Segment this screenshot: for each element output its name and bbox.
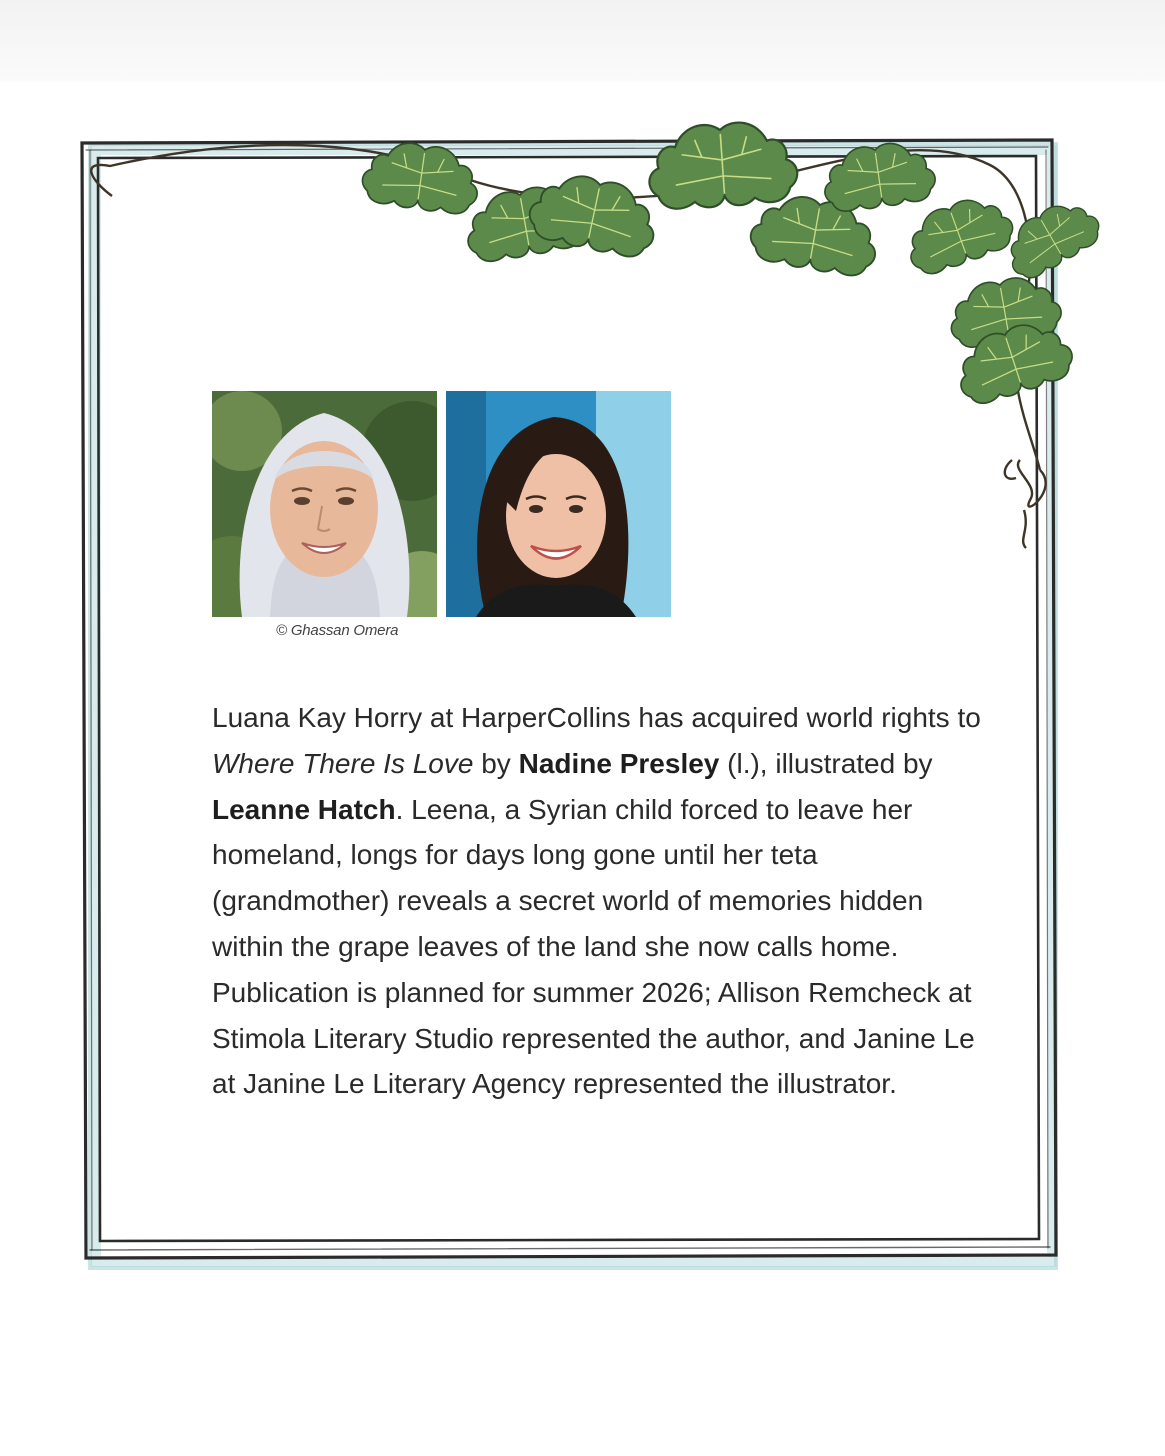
book-title: Where There Is Love — [212, 747, 474, 779]
article-text-part-1: Luana Kay Horry at HarperCollins has acquired world rights to — [212, 702, 981, 733]
author-photo — [212, 391, 437, 617]
article-text-part-4: . Leena, a Syrian child forced to leave her homeland, longs for days long gone until her teta (grandmother) reveals a secret world of memories hidden within the grape leaves of the land she now calls home. Publication is planned for summer 2026; Allison Remcheck at Stimola Literary Studio represented the author, and Janine Le at Janine Le Literary Agency represented the illustrator. — [212, 793, 975, 1100]
article-text-part-2: by — [473, 747, 519, 779]
illustrator-photo-image — [446, 391, 671, 617]
photo-credit: © Ghassan Omera — [276, 622, 399, 639]
illustrator-photo — [446, 391, 671, 617]
author-photo-image — [212, 391, 437, 617]
article-text-part-3: (l.), illustrated by — [719, 747, 933, 779]
author-name: Nadine Presley — [518, 747, 720, 779]
article-text — [212, 695, 992, 1107]
illustrator-name: Leanne Hatch — [212, 793, 396, 825]
